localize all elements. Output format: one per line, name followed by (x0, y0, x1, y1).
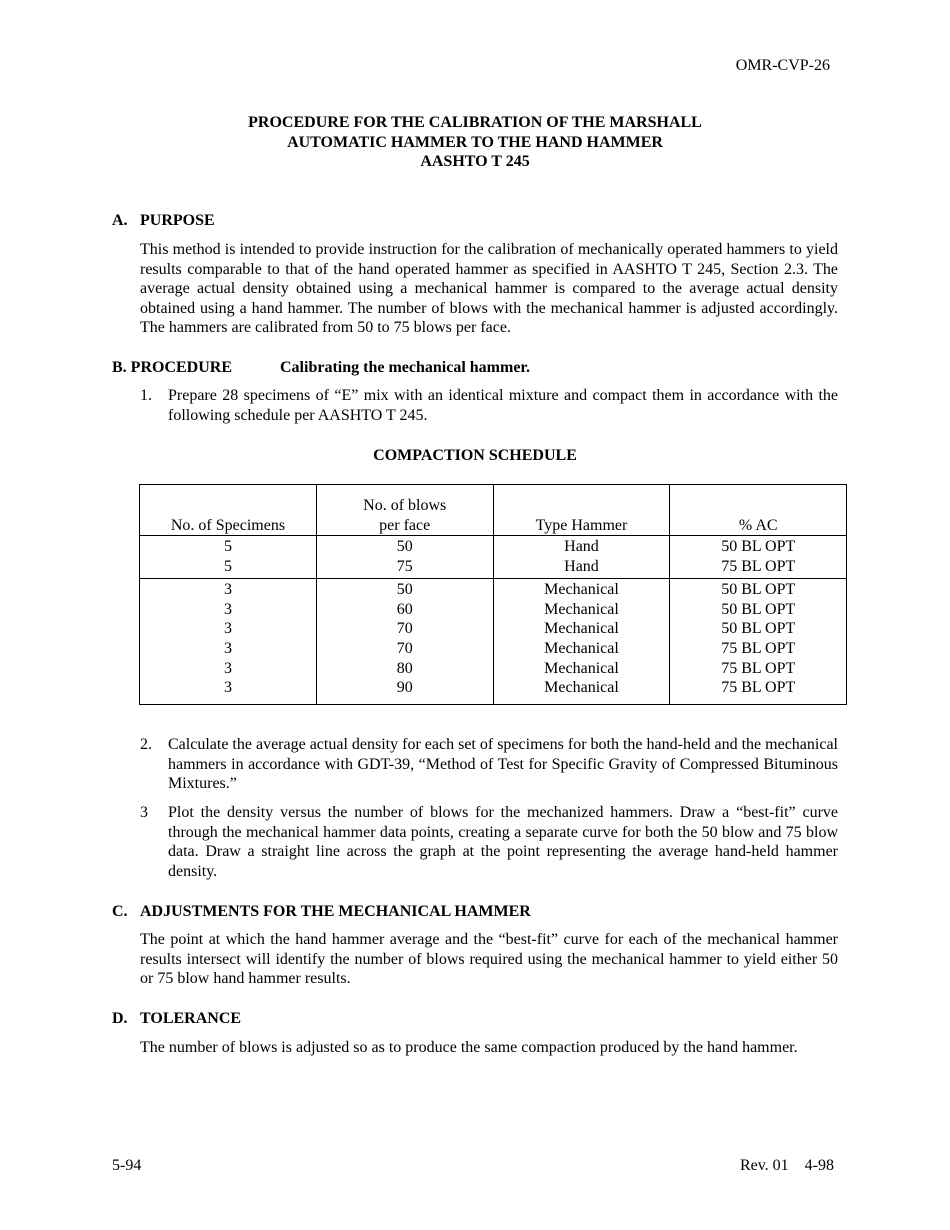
procedure-step-2 (140, 735, 838, 794)
section-c-title: ADJUSTMENTS FOR THE MECHANICAL HAMMER (140, 903, 531, 920)
header-blows-line1: No. of blows (363, 497, 447, 514)
cell-value: 70 (396, 620, 413, 638)
cell-value: 75 BL OPT (721, 557, 796, 575)
cell-value: Mechanical (544, 620, 619, 638)
section-c-body (140, 930, 838, 989)
page-number: 5-94 (112, 1157, 142, 1174)
section-d-body (140, 1038, 838, 1058)
table-row (140, 536, 847, 579)
header-ac: % AC (670, 485, 847, 536)
cell-value: 3 (223, 600, 232, 618)
blows-cell (316, 536, 493, 579)
section-c-heading (112, 902, 531, 922)
header-specimens: No. of Specimens (140, 485, 317, 536)
cell-value: 3 (223, 659, 232, 677)
cell-value: 3 (223, 679, 232, 697)
step-number: 2. (140, 736, 152, 753)
section-a-heading (112, 211, 215, 231)
specimens-cell (140, 579, 317, 705)
cell-value: Mechanical (544, 581, 619, 599)
procedure-step-1 (140, 386, 838, 425)
cell-value: 75 (396, 557, 413, 575)
cell-value: Hand (564, 557, 599, 575)
cell-value: 75 BL OPT (721, 639, 796, 657)
cell-value: 50 BL OPT (721, 538, 796, 555)
cell-value: Mechanical (544, 679, 619, 697)
page-title (0, 113, 950, 172)
section-c-letter: C. (112, 903, 128, 920)
title-line-3: AASHTO T 245 (420, 153, 530, 170)
section-a-letter: A. (112, 212, 128, 229)
tolerance-text: The number of blows is adjusted so as to produce the same compaction produced by the hand hammer. (140, 1039, 798, 1056)
revision-info (740, 1156, 834, 1176)
cell-value: 75 BL OPT (721, 659, 796, 677)
step-text: Prepare 28 specimens of “E” mix with an identical mixture and compact them in accordance with the following schedule per AASHTO T 245. (168, 387, 838, 424)
cell-value: 50 BL OPT (721, 581, 796, 599)
cell-value: 75 BL OPT (721, 679, 796, 697)
section-b-heading: B. PROCEDURE (112, 359, 233, 376)
ac-cell (670, 579, 847, 705)
table-row (140, 579, 847, 705)
cell-value: 60 (396, 600, 413, 618)
step-text: Plot the density versus the number of blows for the mechanized hammers. Draw a “best-fit” curve through the mechanical hammer data points, creating a separate curve for both the 50 blow and 75 blow data. Draw a straight line across the graph at the point representing the average hand-held hammer density. (168, 804, 838, 880)
schedule-title: COMPACTION SCHEDULE (373, 447, 577, 464)
cell-value: 3 (223, 620, 232, 638)
cell-value: Hand (564, 538, 599, 555)
revision-label: Rev. 01 (739, 1157, 789, 1174)
cell-value: 50 (396, 538, 413, 555)
step-text: Calculate the average actual density for each set of specimens for both the hand-held and the mechanical hammers in accordance with GDT-39, “Method of Test for Specific Gravity of Compressed Bituminous Mixtures.” (168, 736, 838, 792)
compaction-schedule-table (139, 484, 847, 705)
cell-value: Mechanical (544, 639, 619, 657)
mechanical-hammer-group (140, 579, 847, 705)
header-hammer: Type Hammer (493, 485, 670, 536)
step-number: 3 (140, 804, 148, 821)
table-header-row (140, 485, 847, 536)
cell-value: 70 (396, 639, 413, 657)
header-blows (316, 485, 493, 536)
cell-value: 80 (396, 659, 413, 677)
section-a-body (140, 240, 838, 338)
blows-cell (316, 579, 493, 705)
section-d-heading (112, 1009, 241, 1029)
specimens-cell (140, 536, 317, 579)
cell-value: Mechanical (544, 600, 619, 618)
adjustments-text: The point at which the hand hammer average and the “best-fit” curve for each of the mechanical hammer results intersect will identify the number of blows required using the mechanical hammer to yield either 50 or 75 blow hand hammer results. (140, 931, 838, 987)
title-line-2: AUTOMATIC HAMMER TO THE HAND HAMMER (287, 133, 663, 151)
cell-value: Mechanical (544, 659, 619, 677)
section-d-title: TOLERANCE (140, 1010, 242, 1027)
cell-value: 3 (223, 639, 232, 657)
hammer-cell (493, 579, 670, 705)
header-blows-line2: per face (379, 516, 431, 534)
cell-value: 3 (223, 581, 232, 599)
purpose-text: This method is intended to provide instruction for the calibration of mechanically operated hammers to yield results comparable to that of the hand operated hammer as specified in AASHTO T 245, Section 2.3. The average actual density obtained using a mechanical hammer is compared to the average actual density obtained using a hand hammer. The number of blows with the mechanical hammer is adjusted accordingly. The hammers are calibrated from 50 to 75 blows per face. (140, 241, 838, 336)
title-line-1: PROCEDURE FOR THE CALIBRATION OF THE MARSHALL (248, 114, 702, 131)
ac-cell (670, 536, 847, 579)
cell-value: 50 BL OPT (721, 600, 796, 618)
cell-value: 50 BL OPT (721, 620, 796, 638)
cell-value: 50 (396, 581, 413, 599)
section-b-subheading: Calibrating the mechanical hammer. (280, 359, 531, 376)
cell-value: 5 (223, 538, 232, 555)
hammer-cell (493, 536, 670, 579)
cell-value: 5 (223, 557, 232, 575)
revision-date: 4-98 (804, 1157, 834, 1174)
step-number: 1. (140, 387, 152, 404)
section-d-letter: D. (112, 1010, 128, 1027)
procedure-step-3 (140, 803, 838, 881)
document-id: OMR-CVP-26 (735, 57, 830, 74)
hand-hammer-group (140, 536, 847, 579)
cell-value: 90 (396, 679, 413, 697)
section-a-title: PURPOSE (140, 212, 215, 229)
